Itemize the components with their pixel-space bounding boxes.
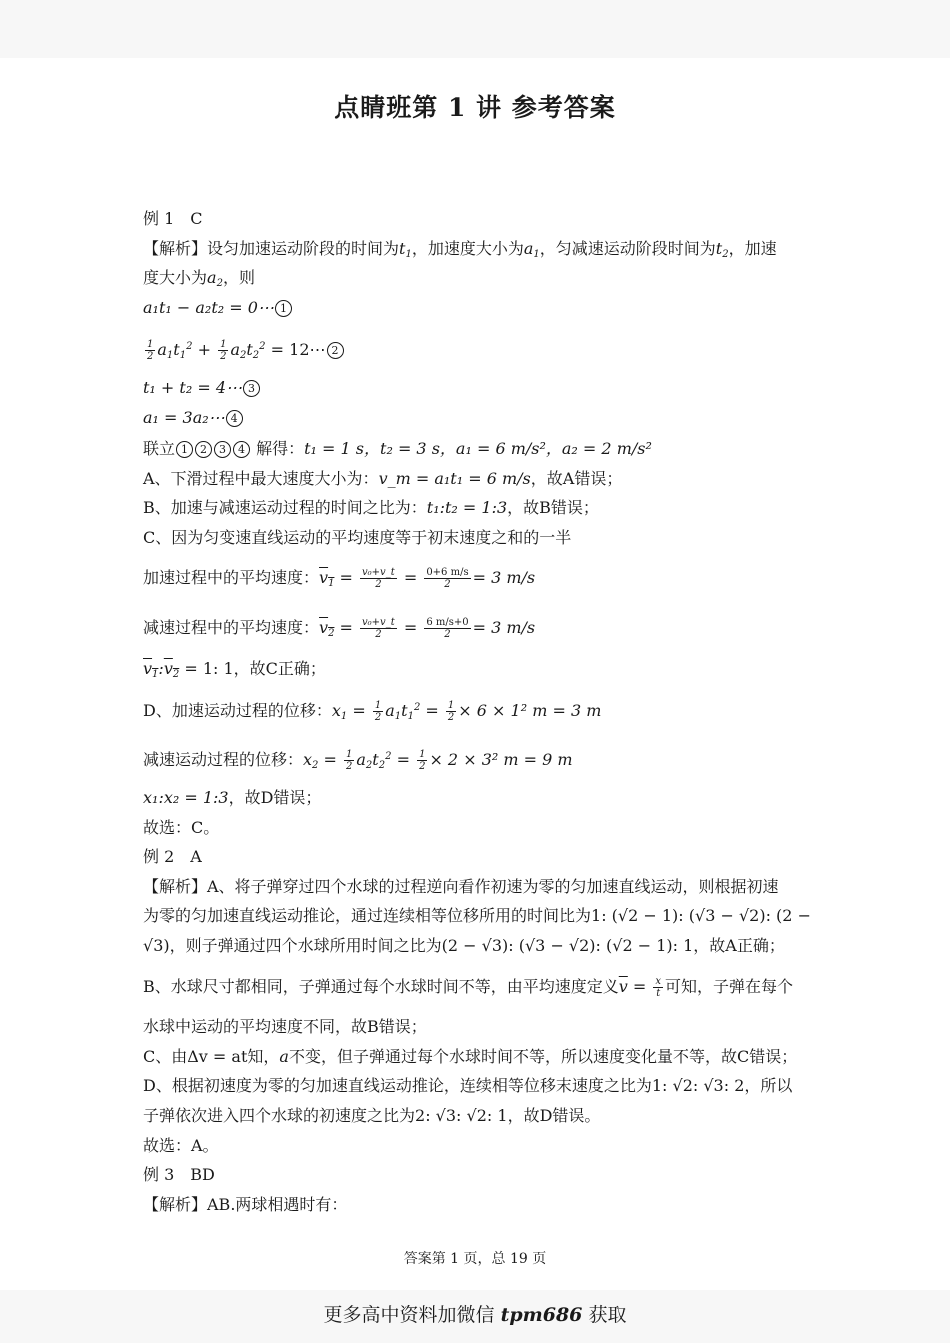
example-2-heading: 例 2 A xyxy=(143,847,202,866)
page-footer: 答案第 1 页，总 19 页 xyxy=(403,1251,547,1267)
ratio-line: $v_1:v_2 = 1$: 1，故C正确； xyxy=(143,659,326,680)
avg-speed-decel: 减速过程中的平均速度：$v_2$ = $\frac{\text{v₀+v\_t}}{2}$ = $\frac{6 m/s+0}{2}$ = 3 m/s xyxy=(143,617,536,640)
page-title: 点睛班第 1 讲 参考答案 xyxy=(334,93,616,122)
equation-3: t₁ + t₂ = 4⋯ 3 xyxy=(143,377,261,399)
avg-speed-accel: 加速过程中的平均速度：$v_1$ = $\frac{\text{v₀+v\_t}}{2}$ = $\frac{0+6 m/s}{2}$ = 3 m/s xyxy=(143,567,536,590)
analysis-line: √3)，则子弹通过四个水球所用时间之比为(2 − √3): (√3 − √2): (√2 − 1): 1，故A正确； xyxy=(143,936,785,955)
equation-4: a₁ = 3a₂⋯ 4 xyxy=(143,407,244,429)
displacement-accel: D、加速运动过程的位移：$x_1$ = $\frac{1}{2}$ $a_1t_1^2$ = $\frac{1}{2}$ × 6 × 1² m = 3 m xyxy=(143,700,602,723)
analysis-line: 【解析】设匀加速运动阶段的时间为$t_1$，加速度大小为$a_1$，匀减速运动阶段时间为$t_2$，加速 xyxy=(143,239,777,260)
analysis-line: 为零的匀加速直线运动推论，通过连续相等位移所用的时间比为1: (√2 − 1): (√3 − √2): (2 − xyxy=(143,906,811,925)
equation-1: a₁t₁ − a₂t₂ = 0⋯ 1 xyxy=(143,297,293,319)
option-c-line: C、因为匀变速直线运动的平均速度等于初末速度之和的一半 xyxy=(143,528,572,547)
answer-choice: 故选：A。 xyxy=(143,1136,219,1155)
displacement-decel: 减速运动过程的位移：$x_2$ = $\frac{1}{2}$ $a_2t_2^2$ = $\frac{1}{2}$ × 2 × 3² m = 9 m xyxy=(143,749,573,772)
promo-credit: 更多高中资料加微信 tpm686 获取 xyxy=(323,1304,627,1326)
option-c-line: C、由Δv = at知，a不变，但子弹通过每个水球时间不等，所以速度变化量不等，故C错误； xyxy=(143,1047,798,1066)
answer-choice: 故选：C。 xyxy=(143,818,220,837)
option-a-line: A、下滑过程中最大速度大小为：v_m = a₁t₁ = 6 m/s，故A错误； xyxy=(143,469,623,488)
option-d-line: D、根据初速度为零的匀加速直线运动推论，连续相等位移末速度之比为1: √2: √3: 2，所以 xyxy=(143,1076,793,1095)
solve-line: 联立 1 2 3 4 解得：t₁ = 1 s，t₂ = 3 s，a₁ = 6 m/s²，a₂ = 2 m/s² xyxy=(143,439,652,458)
example-3-heading: 例 3 BD xyxy=(143,1165,215,1184)
option-b-line: B、加速与减速运动过程的时间之比为：t₁:t₂ = 1:3，故B错误； xyxy=(143,498,599,517)
example-1-heading: 例 1 C xyxy=(143,209,203,228)
analysis-line: 水球中运动的平均速度不同，故B错误； xyxy=(143,1017,427,1036)
option-d-conclusion: x₁:x₂ = 1:3，故D错误； xyxy=(143,788,322,807)
equation-2: $\frac{1}{2}$ $a_1t_1^2$ + $\frac{1}{2}$ $a_2t_2^2$ = 12⋯ 2 xyxy=(143,336,345,367)
analysis-line: 度大小为$a_2$，则 xyxy=(143,268,255,289)
option-d-line: 子弹依次进入四个水球的初速度之比为2: √3: √2: 1，故D错误。 xyxy=(143,1106,601,1125)
analysis-line: 【解析】AB.两球相遇时有： xyxy=(143,1195,348,1214)
option-b-line: B、水球尺寸都相同，子弹通过每个水球时间不等，由平均速度定义$\overline{v}$ = $\frac{x}{t}$ 可知，子弹在每个 xyxy=(143,976,794,999)
analysis-line: 【解析】A、将子弹穿过四个水球的过程逆向看作初速为零的匀加速直线运动，则根据初速 xyxy=(143,877,779,896)
